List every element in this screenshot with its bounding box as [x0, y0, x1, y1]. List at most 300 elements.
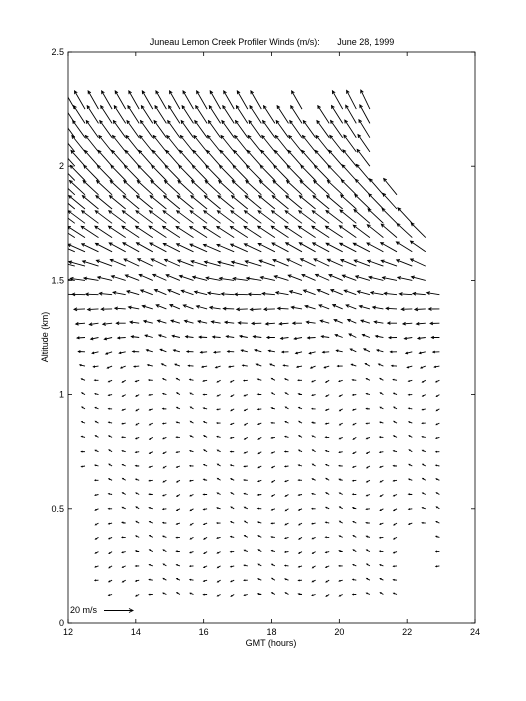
wind-vector [380, 437, 384, 438]
x-tick-label: 20 [334, 627, 345, 637]
wind-vector [138, 259, 153, 266]
wind-vector [232, 196, 248, 209]
wind-vector [258, 409, 262, 410]
wind-vector [163, 379, 167, 381]
wind-vector [389, 337, 397, 339]
wind-vector [359, 120, 370, 138]
wind-vector [366, 408, 370, 409]
wind-vector [258, 564, 261, 566]
wind-vector [122, 464, 125, 466]
wind-vector [436, 423, 439, 425]
wind-vector [244, 452, 247, 453]
wind-vector [57, 226, 74, 237]
wind-vector [163, 536, 167, 537]
wind-vector [208, 136, 221, 152]
wind-vector [77, 337, 85, 339]
wind-vector [285, 509, 288, 511]
wind-vector [127, 291, 139, 295]
wind-vector [163, 452, 166, 454]
wind-vector [121, 366, 126, 368]
wind-vector [343, 150, 356, 166]
wind-vector [58, 211, 75, 224]
wind-vector [231, 595, 234, 597]
x-tick-label: 14 [130, 627, 141, 637]
wind-vector [340, 493, 343, 495]
wind-vector [163, 408, 167, 409]
wind-vector [367, 437, 370, 438]
wind-vector [366, 536, 370, 537]
wind-vector [203, 594, 207, 595]
wind-vector [297, 366, 302, 368]
wind-vector [232, 181, 248, 195]
wind-vector [353, 409, 356, 410]
wind-vector [101, 308, 112, 311]
wind-vector [276, 121, 288, 138]
wind-vector [285, 436, 289, 437]
wind-vector [109, 595, 113, 596]
wind-vector [398, 277, 413, 281]
wind-vector [163, 466, 166, 468]
wind-vector [204, 464, 207, 466]
wind-vector [169, 106, 180, 124]
wind-vector [374, 321, 383, 324]
wind-vector [193, 276, 207, 280]
wind-vector [350, 349, 356, 352]
wind-vector [339, 595, 342, 597]
wind-vector [259, 260, 275, 266]
wind-vector [409, 394, 413, 395]
wind-vector [156, 305, 166, 309]
wind-vector [155, 290, 167, 295]
wind-vector [268, 350, 275, 352]
wind-vector [353, 594, 357, 595]
wind-vector [95, 537, 98, 539]
wind-vector [86, 293, 99, 296]
wind-vector [133, 351, 140, 353]
wind-vector [381, 243, 397, 252]
wind-vector [397, 224, 412, 238]
wind-vector [203, 380, 207, 381]
wind-vector [214, 351, 221, 353]
wind-vector [339, 452, 343, 453]
wind-vector [283, 365, 288, 367]
wind-vector [115, 91, 126, 109]
wind-vector [353, 423, 356, 425]
wind-vector [152, 165, 167, 180]
wind-vector [367, 564, 370, 566]
wind-vector [236, 106, 247, 124]
wind-vector [380, 393, 383, 395]
wind-vector [122, 380, 125, 382]
wind-vector [380, 579, 383, 581]
wind-vector [368, 209, 383, 223]
wind-vector [167, 136, 180, 152]
wind-vector [388, 322, 397, 325]
wind-vector [78, 351, 85, 353]
wind-vector [409, 523, 413, 524]
wind-vector [82, 422, 85, 424]
wind-vector [323, 351, 330, 353]
wind-vector [119, 352, 126, 354]
wind-vector [413, 292, 426, 295]
wind-vector [366, 393, 370, 394]
wind-vector [380, 509, 383, 511]
wind-vector [299, 494, 303, 495]
wind-vector [356, 164, 370, 180]
wind-vector [326, 395, 329, 397]
wind-vector [326, 437, 330, 438]
wind-vector [318, 106, 329, 124]
wind-vector [312, 523, 316, 524]
wind-vector [406, 352, 413, 354]
wind-vector [282, 351, 289, 353]
wind-vector [238, 322, 247, 325]
wind-vector [287, 181, 302, 195]
wind-vector [367, 243, 383, 252]
wind-vector [394, 436, 397, 438]
wind-vector [264, 308, 275, 311]
wind-vector [277, 106, 288, 124]
wind-vector [177, 579, 180, 581]
wind-vector [98, 150, 112, 166]
wind-vector [326, 552, 330, 553]
wind-vector [392, 365, 397, 367]
wind-vector [321, 336, 329, 338]
wind-vector [326, 409, 329, 411]
wind-vector [152, 150, 166, 166]
wind-vector [315, 150, 329, 166]
wind-vector [394, 552, 397, 553]
wind-vector [258, 243, 275, 251]
wind-vector [353, 243, 370, 252]
wind-vector [312, 395, 316, 396]
wind-vector [95, 480, 99, 481]
wind-vector [233, 165, 248, 180]
wind-vector [204, 479, 208, 480]
wind-vector [139, 274, 153, 280]
wind-vector [218, 464, 221, 466]
wind-vector [394, 393, 397, 395]
wind-vector [113, 291, 126, 294]
wind-vector [109, 523, 113, 524]
wind-vector [183, 91, 194, 109]
wind-vector [136, 507, 139, 509]
wind-vector [136, 380, 140, 382]
wind-vector [251, 91, 261, 109]
wind-vector [233, 277, 248, 280]
wind-vector [204, 436, 207, 438]
wind-vector [147, 350, 153, 352]
wind-vector [149, 594, 153, 595]
wind-vector [258, 579, 261, 581]
wind-vector [203, 494, 207, 495]
wind-vector [423, 395, 426, 397]
wind-vector [190, 593, 193, 595]
wind-vector [326, 507, 329, 509]
wind-vector [136, 536, 139, 538]
wind-vector [422, 423, 426, 424]
wind-vector [393, 379, 397, 380]
reference-vector [70, 605, 133, 615]
wind-vector [353, 508, 357, 509]
wind-vector [386, 307, 397, 310]
wind-vector [436, 522, 439, 524]
wind-vector [258, 536, 261, 538]
wind-vector [69, 196, 85, 209]
wind-vector [367, 225, 383, 238]
wind-vector [436, 395, 439, 397]
x-tick-label: 18 [266, 627, 277, 637]
wind-vector [409, 436, 412, 438]
wind-vector [326, 537, 330, 538]
wind-vector [231, 451, 235, 452]
wind-vector [317, 290, 329, 295]
wind-vector [275, 150, 289, 166]
wind-vector [339, 479, 343, 480]
wind-vector [231, 580, 234, 582]
wind-vector [339, 536, 342, 538]
wind-vector [358, 291, 370, 295]
wind-vector [190, 465, 194, 466]
wind-vector [163, 509, 167, 510]
wind-vector [217, 436, 221, 437]
wind-vector [231, 551, 235, 552]
wind-vector [149, 466, 152, 467]
wind-vector [258, 379, 262, 380]
wind-vector [289, 136, 302, 152]
wind-vector [86, 121, 98, 138]
wind-vector [356, 179, 370, 194]
wind-vector [204, 523, 207, 525]
wind-vector [149, 409, 152, 410]
wind-vector [346, 305, 356, 309]
wind-vector [139, 150, 153, 166]
wind-vector [367, 495, 370, 496]
wind-vector [335, 334, 343, 337]
wind-vector [95, 465, 99, 466]
wind-vector [209, 106, 220, 124]
wind-vector [351, 364, 356, 366]
wind-vector [137, 181, 153, 195]
wind-vector [299, 450, 302, 452]
wind-vector [74, 106, 85, 124]
wind-vector [423, 450, 426, 452]
wind-vector [390, 351, 397, 353]
wind-vector [217, 409, 221, 410]
wind-vector [151, 259, 166, 266]
wind-vector [95, 421, 98, 423]
wind-vector [81, 379, 85, 381]
wind-vector [267, 336, 275, 338]
wind-vector [285, 551, 289, 552]
wind-vector [288, 150, 302, 166]
wind-vector [433, 351, 440, 353]
wind-vector [204, 408, 208, 409]
wind-vector [380, 495, 383, 497]
wind-vector [302, 150, 316, 166]
wind-vector [246, 181, 261, 195]
wind-vector [241, 350, 248, 352]
wind-vector [220, 150, 234, 166]
wind-vector [221, 136, 234, 152]
wind-vector [316, 274, 330, 280]
x-tick-label: 12 [62, 627, 74, 637]
wind-vector [73, 121, 85, 138]
wind-vector [299, 421, 302, 423]
wind-vector [217, 450, 220, 452]
wind-vector [401, 308, 412, 311]
wind-vector [190, 579, 194, 580]
wind-vector [177, 393, 180, 395]
wind-vector [190, 552, 194, 553]
wind-vector [272, 466, 275, 468]
wind-vector [272, 564, 275, 566]
wind-vector [272, 196, 288, 209]
wind-vector [129, 306, 140, 309]
wind-vector [204, 450, 207, 452]
wind-vector [312, 408, 316, 409]
wind-vector [231, 395, 234, 397]
wind-vector [281, 337, 289, 339]
wind-vector [218, 478, 221, 480]
wind-vector [163, 564, 166, 566]
wind-vector [136, 493, 139, 495]
wind-vector [235, 136, 248, 152]
wind-vector [195, 291, 208, 295]
wind-vector [59, 196, 75, 209]
wind-vector [287, 259, 302, 266]
wind-vector [353, 452, 356, 454]
wind-vector [380, 480, 383, 482]
wind-vector [206, 165, 221, 180]
wind-vector [383, 193, 397, 209]
wind-vector [288, 275, 302, 281]
wind-vector [300, 181, 316, 195]
wind-vector [255, 350, 261, 352]
wind-vector [125, 275, 139, 281]
wind-vector [109, 436, 112, 438]
wind-vector [272, 243, 289, 252]
wind-vector [123, 493, 126, 495]
wind-vector [129, 91, 139, 109]
wind-vector [434, 366, 439, 368]
wind-vector [369, 276, 383, 280]
wind-vector [252, 322, 261, 325]
wind-vector [98, 276, 112, 280]
wind-vector [367, 550, 370, 552]
wind-vector [339, 226, 356, 238]
wind-vector [331, 290, 343, 295]
wind-vector [197, 91, 208, 109]
wind-vector [204, 422, 207, 424]
wind-vector [213, 336, 221, 338]
wind-vector [244, 580, 248, 581]
wind-vector [271, 437, 275, 438]
wind-vector [411, 241, 426, 252]
wind-vector [312, 508, 316, 509]
wind-vector [258, 394, 262, 395]
wind-vector [261, 150, 275, 166]
wind-vector [299, 394, 303, 395]
wind-vector [340, 521, 343, 523]
wind-vector [301, 259, 316, 266]
wind-vector [88, 91, 98, 109]
wind-vector [258, 508, 262, 509]
wind-vector [171, 320, 180, 323]
wind-vector [221, 293, 234, 296]
wind-vector [196, 106, 207, 124]
wind-vector [142, 91, 153, 109]
wind-vector [384, 179, 397, 195]
wind-vector [177, 565, 180, 566]
wind-vector [245, 423, 248, 425]
wind-vector [95, 450, 98, 452]
wind-vector [326, 566, 329, 568]
wind-vector [430, 322, 439, 325]
wind-vector [290, 291, 302, 295]
wind-vector [199, 336, 207, 338]
wind-vector [109, 464, 112, 466]
wind-vector [258, 550, 261, 552]
wind-vector [149, 480, 153, 481]
wind-vector [183, 305, 193, 309]
wind-vector [149, 579, 153, 580]
wind-vector [409, 509, 413, 510]
wind-vector [106, 352, 112, 354]
y-axis-label: Altitude (km) [40, 311, 50, 363]
wind-vector [272, 550, 275, 551]
wind-vector [176, 437, 180, 438]
wind-vector [95, 494, 99, 495]
wind-vector [292, 91, 302, 109]
wind-vector [258, 452, 261, 454]
wind-vector [208, 292, 221, 295]
wind-vector [130, 321, 139, 324]
wind-vector [231, 507, 234, 509]
wind-vector [346, 105, 357, 123]
wind-vector [165, 165, 180, 180]
wind-vector [151, 181, 167, 195]
wind-vector [436, 451, 440, 452]
wind-vector [224, 91, 235, 109]
wind-vector [302, 274, 316, 280]
y-tick-label: 0 [58, 618, 64, 628]
wind-vector [332, 91, 342, 109]
wind-vector [150, 536, 153, 538]
wind-vector [312, 595, 316, 596]
wind-vector [223, 106, 234, 124]
wind-vector [240, 335, 248, 337]
wind-vector [285, 579, 289, 580]
wind-vector [398, 208, 412, 223]
wind-vector [272, 378, 275, 380]
wind-vector [138, 165, 153, 180]
wind-vector [83, 181, 98, 195]
wind-vector [299, 537, 302, 539]
wind-vector [366, 509, 370, 510]
wind-vector [369, 194, 384, 209]
wind-vector [380, 407, 383, 409]
wind-vector [326, 493, 329, 495]
wind-vector [125, 165, 140, 180]
wind-vector [431, 336, 439, 338]
wind-vector [367, 578, 370, 580]
wind-vector [96, 196, 112, 209]
wind-vector [436, 493, 439, 495]
wind-vector [394, 495, 397, 497]
wind-vector [353, 225, 370, 237]
wind-vector [93, 366, 98, 368]
